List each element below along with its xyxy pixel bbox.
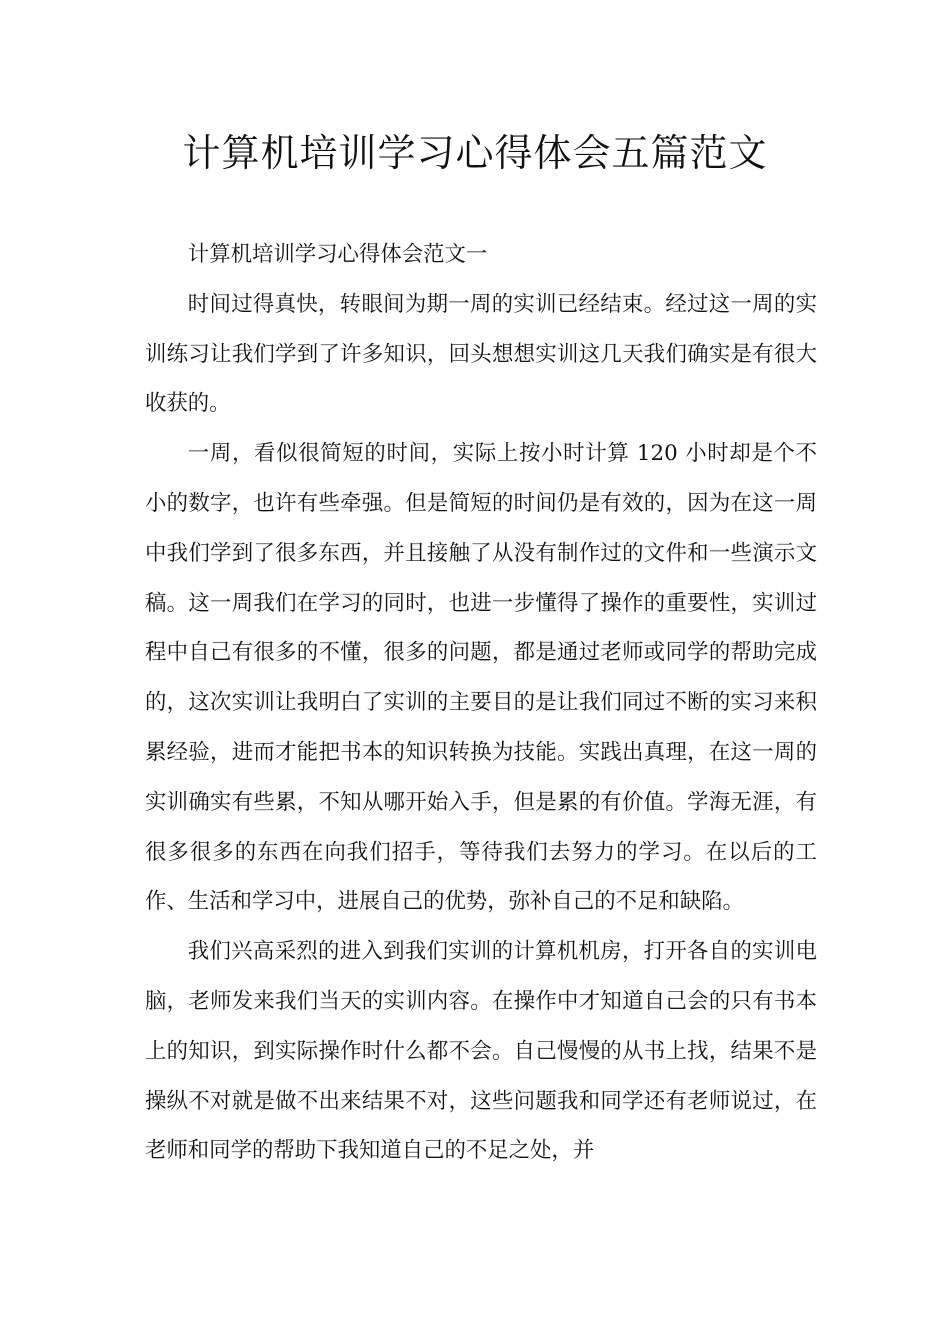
paragraph: 时间过得真快，转眼间为期一周的实训已经结束。经过这一周的实训练习让我们学到了许多知识，回头想想实训这几天我们确实是有很大收获的。: [145, 291, 817, 417]
paragraph: 我们兴高采烈的进入到我们实训的计算机机房，打开各自的实训电脑，老师发来我们当天的实训内容。在操作中才知道自己会的只有书本上的知识，到实际操作时什么都不会。自己慢慢的从书上找，结果不是操纵不对就是做不出来结果不对，这些问题我和同学还有老师说过，在老师和同学的帮助下我知道自己的不足之处，并: [145, 939, 817, 1164]
section-heading: 计算机培训学习心得体会范文一: [187, 242, 488, 267]
document-body: [145, 230, 817, 1176]
document-title: 计算机培训学习心得体会五篇范文: [182, 131, 768, 175]
paragraph: 一周，看似很简短的时间，实际上按小时计算 120 小时却是个不小的数字，也许有些牵强。但是简短的时间仍是有效的，因为在这一周中我们学到了很多东西，并且接触了从没有制作过的文件和一些演示文稿。这一周我们在学习的同时，也进一步懂得了操作的重要性，实训过程中自己有很多的不懂，很多的问题，都是通过老师或同学的帮助完成的，这次实训让我明白了实训的主要目的是让我们同过不断的实习来积累经验，进而才能把书本的知识转换为技能。实践出真理，在这一周的实训确实有些累，不知从哪开始入手，但是累的有价值。学海无涯，有很多很多的东西在向我们招手，等待我们去努力的学习。在以后的工作、生活和学习中，进展自己的优势，弥补自己的不足和缺陷。: [145, 441, 817, 915]
